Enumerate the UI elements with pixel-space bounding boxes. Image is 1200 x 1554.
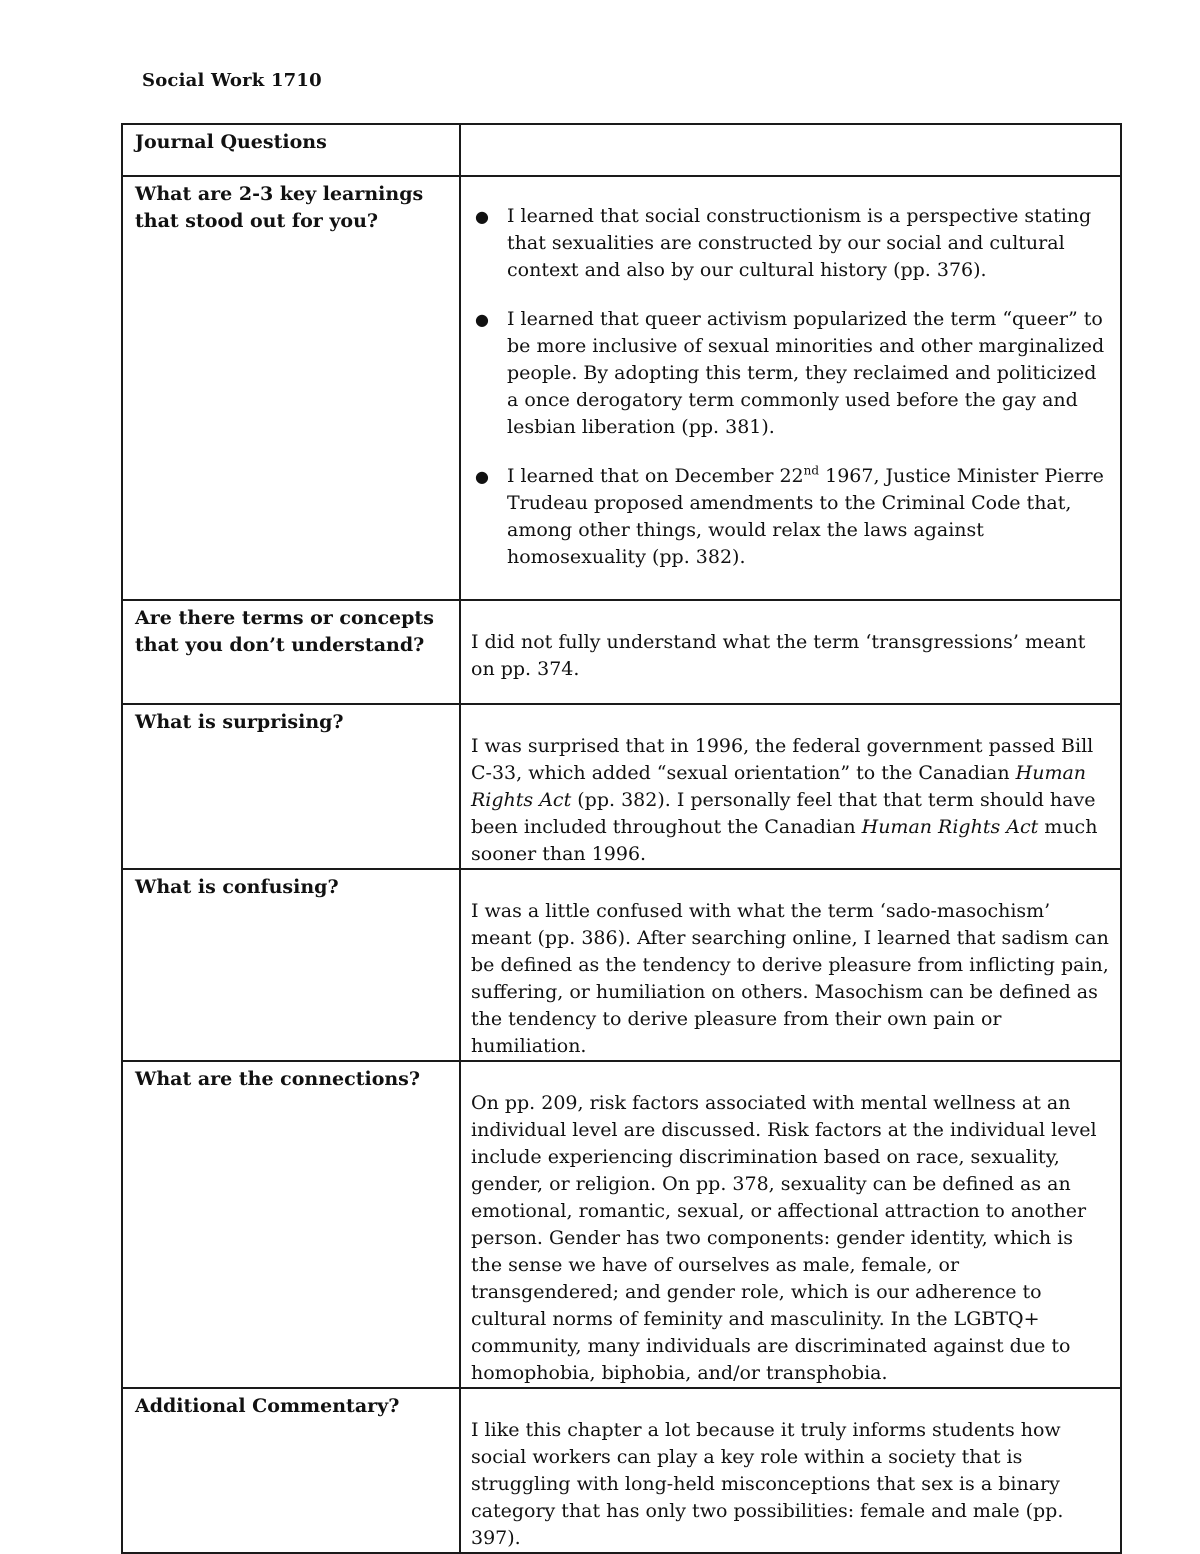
answer-surprising-italic-2: Human Rights Act bbox=[861, 816, 1039, 838]
page-title: Social Work 1710 bbox=[142, 70, 322, 91]
journal-table bbox=[121, 123, 1122, 1554]
question-terms: Are there terms or concepts that you don’t understand? bbox=[122, 600, 460, 704]
answer-commentary-cell bbox=[460, 1388, 1121, 1553]
bullet-icon: ● bbox=[475, 467, 489, 486]
learning-text-1: I learned that social constructionism is a perspective stating that sexualities are constructed by our social and cultural context and also by our cultural history (pp. 376). bbox=[507, 205, 1092, 281]
answer-surprising bbox=[471, 733, 1110, 868]
answer-key-learnings bbox=[460, 176, 1121, 600]
learning-text-3-post: 1967, Justice Minister Pierre Trudeau proposed amendments to the Criminal Code that, among other things, would relax the laws against homosexuality (pp. 382). bbox=[507, 465, 1104, 568]
answer-surprising-italic-1: Human Rights Act bbox=[471, 762, 1087, 811]
row-key-learnings bbox=[122, 176, 1121, 600]
row-confusing bbox=[122, 869, 1121, 1061]
table-header-row bbox=[122, 124, 1121, 176]
column-header-journal-questions: Journal Questions bbox=[122, 124, 460, 176]
answer-connections: On pp. 209, risk factors associated with mental wellness at an individual level are discussed. Risk factors at the individual level include experiencing discrimination based on race, sexuality, gender, or religion. On pp. 378, sexuality can be defined as an emotional, romantic, sexual, or affectional attraction to another person. Gender has two components: gender identity, which is the sense we have of ourselves as male, female, or transgendered; and gender role, which is our adherence to cultural norms of feminity and masculinity. In the LGBTQ+ community, many individuals are discriminated against due to homophobia, biphobia, and/or transphobia. bbox=[471, 1092, 1097, 1384]
learning-text-3-pre: I learned that on December 22 bbox=[507, 465, 804, 487]
row-surprising bbox=[122, 704, 1121, 869]
column-header-empty bbox=[460, 124, 1121, 176]
learning-item-2 bbox=[471, 306, 1110, 441]
learning-item-3 bbox=[471, 463, 1110, 571]
row-connections bbox=[122, 1061, 1121, 1388]
answer-terms: I did not fully understand what the term ‘transgressions’ meant on pp. 374. bbox=[471, 631, 1086, 680]
row-terms bbox=[122, 600, 1121, 704]
answer-surprising-part-3: much sooner than 1996. bbox=[471, 816, 1098, 865]
bullet-icon: ● bbox=[475, 310, 489, 329]
answer-surprising-cell bbox=[460, 704, 1121, 869]
answer-terms-cell bbox=[460, 600, 1121, 704]
question-surprising: What is surprising? bbox=[122, 704, 460, 869]
answer-surprising-part-2: (pp. 382). I personally feel that that term should have been included throughout the Canadian bbox=[471, 789, 1096, 838]
learnings-list bbox=[471, 203, 1110, 571]
learning-text-3-sup: nd bbox=[803, 463, 820, 478]
answer-connections-cell bbox=[460, 1061, 1121, 1388]
learning-text-2: I learned that queer activism popularized the term “queer” to be more inclusive of sexual minorities and other marginalized people. By adopting this term, they reclaimed and politicized a once derogatory term commonly used before the gay and lesbian liberation (pp. 381). bbox=[507, 308, 1105, 438]
answer-confusing: I was a little confused with what the term ‘sado-masochism’ meant (pp. 386). After searching online, I learned that sadism can be defined as the tendency to derive pleasure from inflicting pain, suffering, or humiliation on others. Masochism can be defined as the tendency to derive pleasure from their own pain or humiliation. bbox=[471, 900, 1109, 1057]
question-confusing: What is confusing? bbox=[122, 869, 460, 1061]
row-commentary bbox=[122, 1388, 1121, 1553]
answer-surprising-part-1: I was surprised that in 1996, the federal government passed Bill C-33, which added “sexual orientation” to the Canadian bbox=[471, 735, 1094, 784]
bullet-icon: ● bbox=[475, 207, 489, 226]
answer-confusing-cell bbox=[460, 869, 1121, 1061]
question-commentary: Additional Commentary? bbox=[122, 1388, 460, 1553]
learning-item-1 bbox=[471, 203, 1110, 284]
answer-commentary: I like this chapter a lot because it truly informs students how social workers can play a key role within a society that is struggling with long-held misconceptions that sex is a binary category that has only two possibilities: female and male (pp. 397). bbox=[471, 1419, 1064, 1549]
question-connections: What are the connections? bbox=[122, 1061, 460, 1388]
question-key-learnings: What are 2-3 key learnings that stood out for you? bbox=[122, 176, 460, 600]
